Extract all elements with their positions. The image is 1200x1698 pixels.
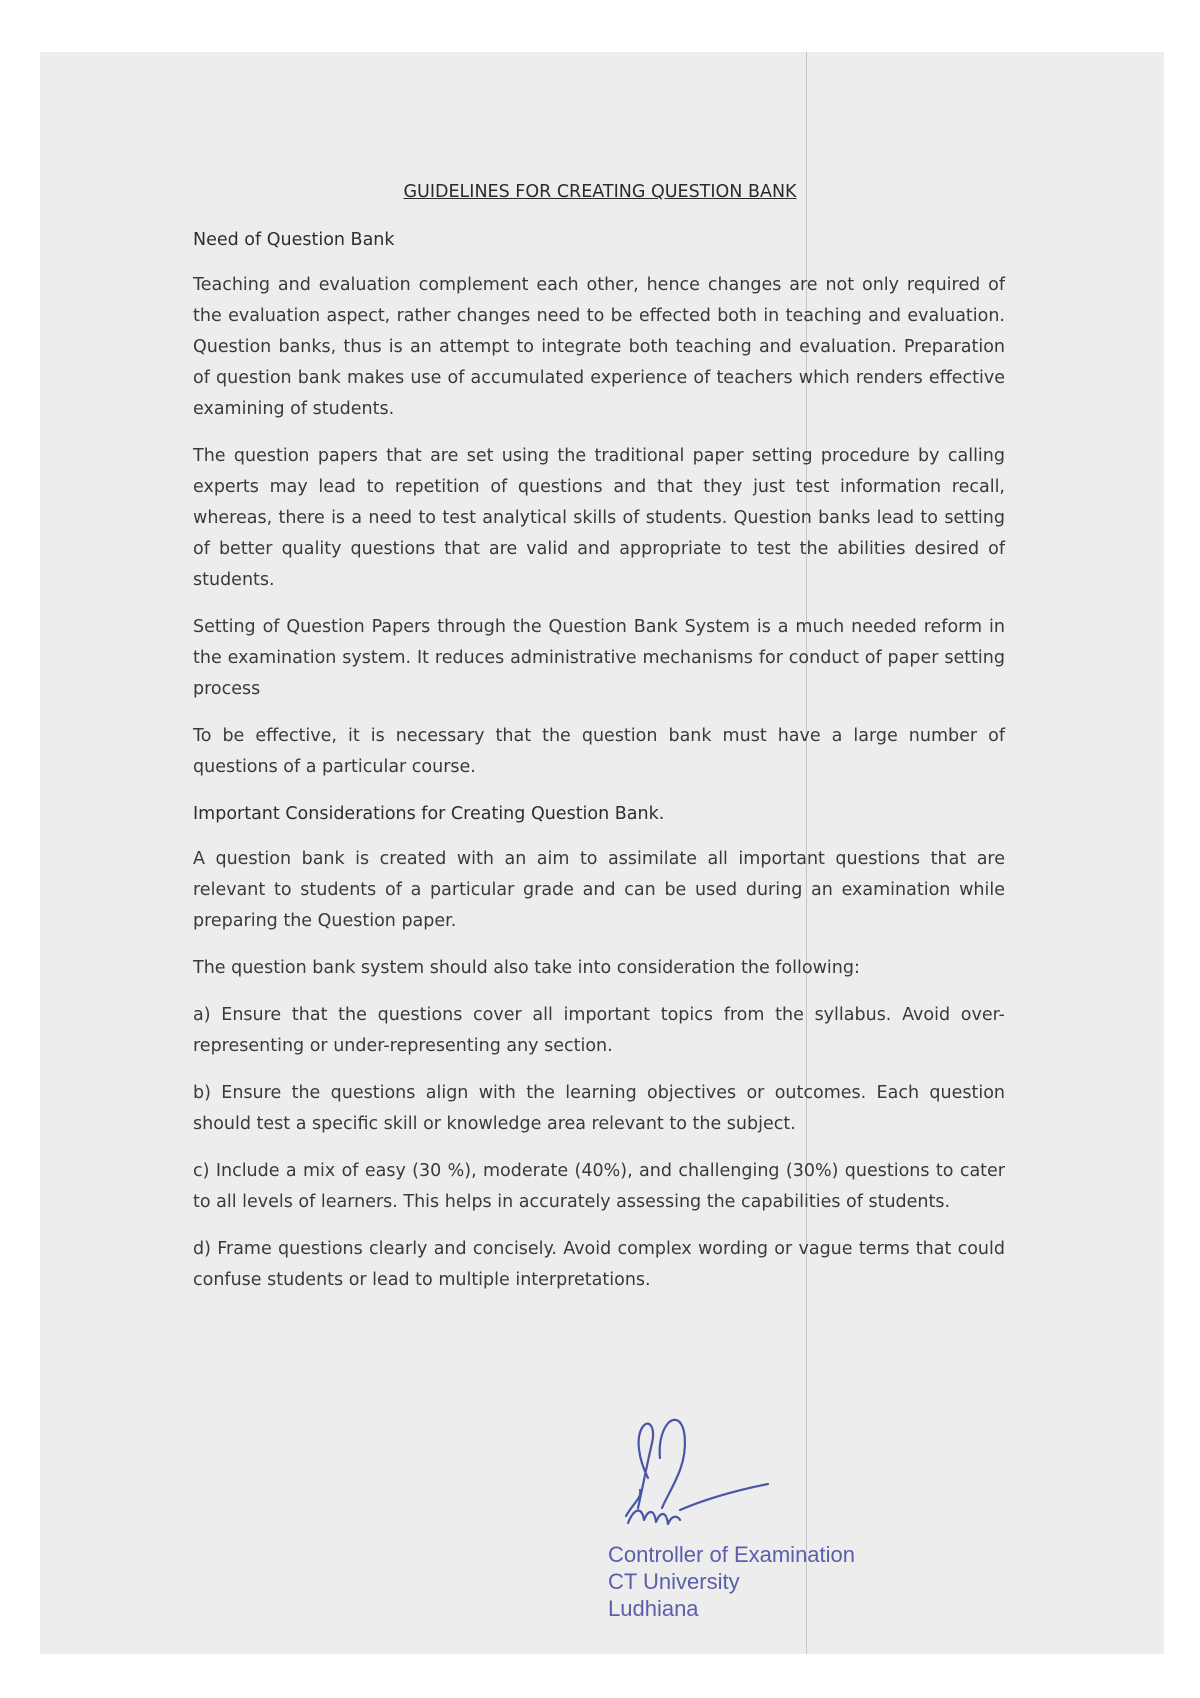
list-item: a) Ensure that the questions cover all important topics from the syllabus. Avoid over-representing or under-representing any section. — [193, 1005, 1005, 1056]
section-heading-considerations: Important Considerations for Creating Question Bank. — [193, 804, 665, 824]
stamp-line-university: CT University — [608, 1569, 740, 1594]
paragraph: The question bank system should also take into consideration the following: — [193, 958, 860, 978]
paragraph: Teaching and evaluation complement each other, hence changes are not only required of the evaluation aspect, rather changes need to be effected both in teaching and evaluation. Question banks, thus is an attempt to integrate both teaching and evaluation. Preparation of question bank makes use of accumulated experience of teachers which renders effective examining of students. — [193, 275, 1005, 419]
official-stamp — [608, 1541, 855, 1622]
document-body — [193, 225, 1005, 1312]
paragraph: To be effective, it is necessary that the question bank must have a large number of questions of a particular course. — [193, 726, 1005, 777]
list-item: b) Ensure the questions align with the learning objectives or outcomes. Each question should test a specific skill or knowledge area relevant to the subject. — [193, 1083, 1005, 1134]
paragraph: The question papers that are set using the traditional paper setting procedure by calling experts may lead to repetition of questions and that they just test information recall, whereas, there is a need to test analytical skills of students. Question banks lead to setting of better quality questions that are valid and appropriate to test the abilities desired of students. — [193, 446, 1005, 590]
section-heading-need: Need of Question Bank — [193, 230, 395, 250]
paragraph: Setting of Question Papers through the Question Bank System is a much needed reform in the examination system. It reduces administrative mechanisms for conduct of paper setting process — [193, 617, 1005, 699]
list-item: c) Include a mix of easy (30 %), moderate (40%), and challenging (30%) questions to cater to all levels of learners. This helps in accurately assessing the capabilities of students. — [193, 1161, 1005, 1212]
handwritten-signature — [608, 1398, 788, 1548]
list-item: d) Frame questions clearly and concisely. Avoid complex wording or vague terms that could confuse students or lead to multiple interpretations. — [193, 1239, 1005, 1290]
paragraph: A question bank is created with an aim to assimilate all important questions that are relevant to students of a particular grade and can be used during an examination while preparing the Question paper. — [193, 849, 1005, 931]
signature-block — [608, 1398, 908, 1638]
document-title: GUIDELINES FOR CREATING QUESTION BANK — [403, 182, 797, 202]
stamp-line-city: Ludhiana — [608, 1596, 699, 1621]
stamp-line-title: Controller of Examination — [608, 1542, 856, 1567]
